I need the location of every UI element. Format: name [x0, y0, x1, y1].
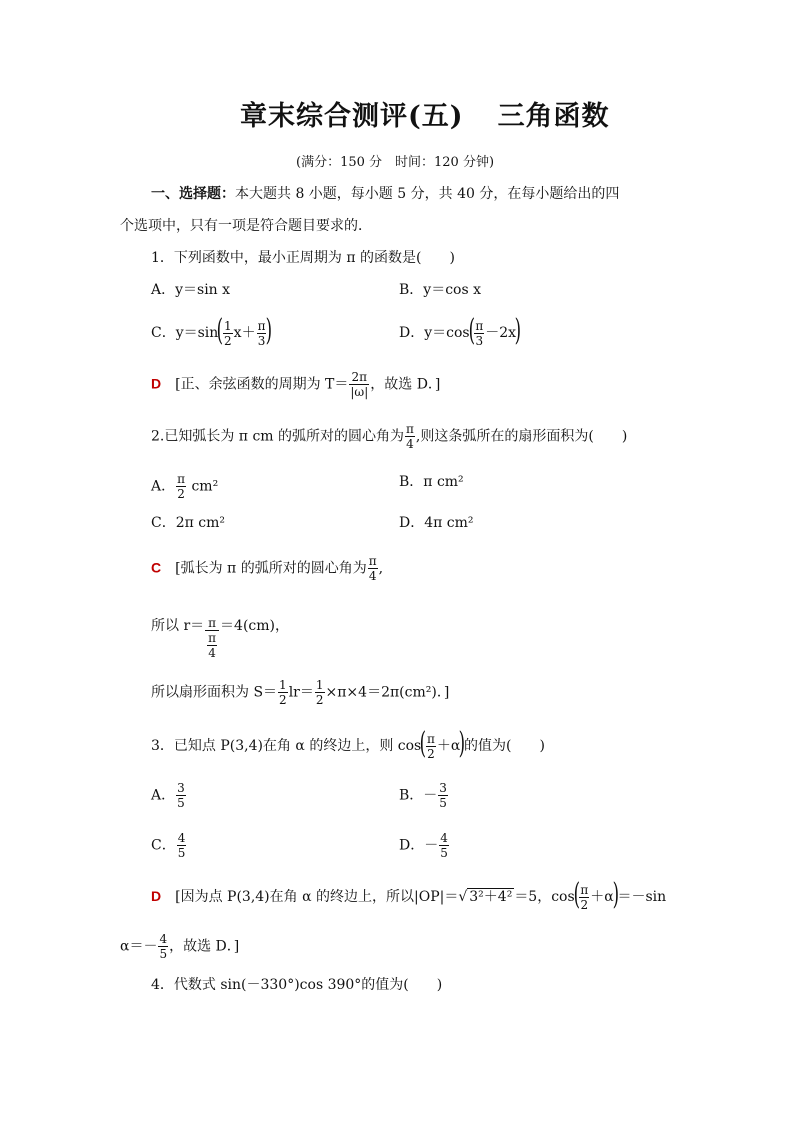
paren-right: ): [266, 313, 273, 348]
q1-c-label: C．y＝sin: [151, 325, 219, 341]
fraction-half: $\frac{1}{2}$: [315, 678, 324, 707]
q2-stem: [151, 422, 627, 451]
fraction-pi4: $\frac{\pi}{4}$: [406, 422, 414, 451]
section-intro: [151, 184, 619, 204]
q2-line3-a: 所以扇形面积为 S＝: [151, 684, 278, 701]
fraction-pi3: $\frac{\pi}{3}$: [257, 318, 266, 348]
exam-meta: (满分：150 分 时间：120 分钟): [296, 155, 495, 170]
fraction-pi2: $\frac{\pi}{2}$: [580, 882, 589, 912]
q2-answer-line3: [151, 678, 449, 707]
fraction-four5: $\frac{4}{5}$: [440, 831, 448, 860]
q1-answer-text: [正、余弦函数的周期为 T＝: [175, 376, 349, 393]
q2-line3-b: lr＝: [288, 684, 314, 701]
paren-left: (: [468, 313, 475, 348]
q2-stem-a: 2.已知弧长为 π cm 的弧所对的圆心角为: [151, 428, 405, 445]
section-head: 一、选择题：: [151, 186, 235, 202]
q1-option-c: [151, 313, 273, 348]
q2-a-unit: cm²: [191, 478, 219, 495]
q1-option-a: A．y＝sin x: [151, 282, 231, 298]
q1-d-label: D．y＝cos: [399, 325, 470, 341]
fraction-pi3: $\frac{\pi}{3}$: [475, 318, 484, 348]
q1-stem: 1．下列函数中，最小正周期为 π 的函数是( ): [151, 250, 455, 266]
paren-left: (: [419, 726, 427, 761]
q2-stem-b: ,则这条弧所在的扇形面积为( ): [415, 428, 628, 445]
q1-c-term: x＋: [233, 325, 256, 341]
q3-option-d: [399, 831, 450, 860]
section-line2: 个选项中，只有一项是符合题目要求的．: [120, 218, 372, 234]
q3-stem: 3．已知点 P(3,4)在角 α 的终边上，则 cos( $\frac{\pi}{2}$ ＋α)的值为( ): [151, 726, 545, 761]
fraction-pi4: $\frac{\pi}{4}$: [208, 631, 217, 660]
q3-line2-b: ，故选 D．]: [169, 938, 240, 955]
q2-answer-text: [弧长为 π 的弧所对的圆心角为: [175, 560, 367, 577]
q3-a-label: A．: [151, 787, 176, 804]
q3-line2-a: α＝－: [120, 938, 158, 955]
title-main: 章末综合测评(五): [240, 101, 464, 132]
section-line1: 本大题共 8 小题，每小题 5 分，共 40 分，在每小题给出的四: [235, 186, 620, 202]
fraction-three5: $\frac{3}{5}$: [177, 781, 185, 810]
page-title: [240, 100, 610, 134]
answer-letter: C: [151, 559, 162, 576]
q2-option-d: D．4π cm²: [399, 515, 474, 531]
q3-option-c: [151, 831, 187, 860]
fraction-pi4: $\frac{\pi}{4}$: [368, 554, 377, 583]
paren-right: ): [458, 726, 466, 761]
q2-answer: C [弧长为 π 的弧所对的圆心角为 $\frac{\pi}{4}$ ,: [151, 554, 384, 583]
fraction-period: $\frac{2\pi}{|\omega|}$: [350, 370, 369, 399]
fraction-three5: $\frac{3}{5}$: [439, 781, 447, 810]
q2-line3-c: ×π×4＝2π(cm²)．]: [325, 684, 450, 701]
paren-left: (: [573, 877, 580, 912]
answer-letter: D: [151, 888, 162, 904]
q3-answer: D [因为点 P(3,4)在角 α 的终边上，所以|OP|＝√ 3²＋4² ＝5，cos( $\frac{\pi}{2}$ ＋α)＝－sin: [151, 877, 667, 912]
fraction-pi2: $\frac{\pi}{2}$: [426, 731, 435, 761]
q1-answer: [151, 370, 440, 399]
q2-option-c: C．2π cm²: [151, 515, 225, 531]
sqrt-sign: √: [458, 889, 468, 905]
q3-answer-c: ＝－sin: [617, 889, 667, 905]
q3-option-a: [151, 781, 187, 810]
q3-option-b: [399, 781, 449, 810]
q3-b-label: B．－: [399, 787, 438, 804]
q1-answer-tail: ，故选 D．]: [370, 376, 441, 393]
answer-letter: D: [151, 375, 162, 392]
fraction-pi2: $\frac{\pi}{2}$: [177, 472, 186, 501]
q1-option-b: B．y＝cos x: [399, 282, 481, 298]
q2-line2-b: ＝4(cm)，: [220, 618, 289, 634]
q2-option-a: [151, 472, 218, 501]
q2-line2-a: 所以 r＝: [151, 618, 205, 634]
paren-right: ): [612, 877, 619, 912]
paren-left: (: [216, 313, 224, 348]
q1-d-term: －2x: [485, 325, 517, 341]
q4-stem: 4．代数式 sin(－330°)cos 390°的值为( ): [151, 977, 443, 993]
q2-option-b: B．π cm²: [399, 474, 464, 490]
paren-right: ): [514, 313, 522, 348]
q3-answer-line2: [120, 932, 239, 961]
fraction-four5: $\frac{4}{5}$: [177, 831, 186, 860]
q1-option-d: [399, 313, 522, 348]
fraction-half: $\frac{1}{2}$: [279, 678, 287, 707]
q2-answer-line2: [151, 604, 289, 660]
q3-stem-b: 的值为( ): [464, 738, 545, 754]
q3-stem-a: 3．已知点 P(3,4)在角 α 的终边上，则 cos: [151, 738, 422, 754]
complex-fraction: $\frac{\pi}{\frac{\pi}{4}}$: [205, 616, 219, 660]
q3-sqrt: 3²＋4²: [469, 889, 513, 905]
q2-a-label: A．: [151, 478, 176, 495]
fraction-four5: $\frac{4}{5}$: [159, 932, 168, 961]
q3-c-label: C．: [151, 837, 176, 854]
q3-d-label: D．－: [399, 837, 439, 854]
fraction-half: $\frac{1}{2}$: [224, 318, 232, 348]
q3-answer-a: [因为点 P(3,4)在角 α 的终边上，所以|OP|＝: [175, 889, 459, 905]
title-sub: 三角函数: [497, 101, 610, 132]
q3-answer-b: ＝5，cos: [514, 889, 575, 905]
